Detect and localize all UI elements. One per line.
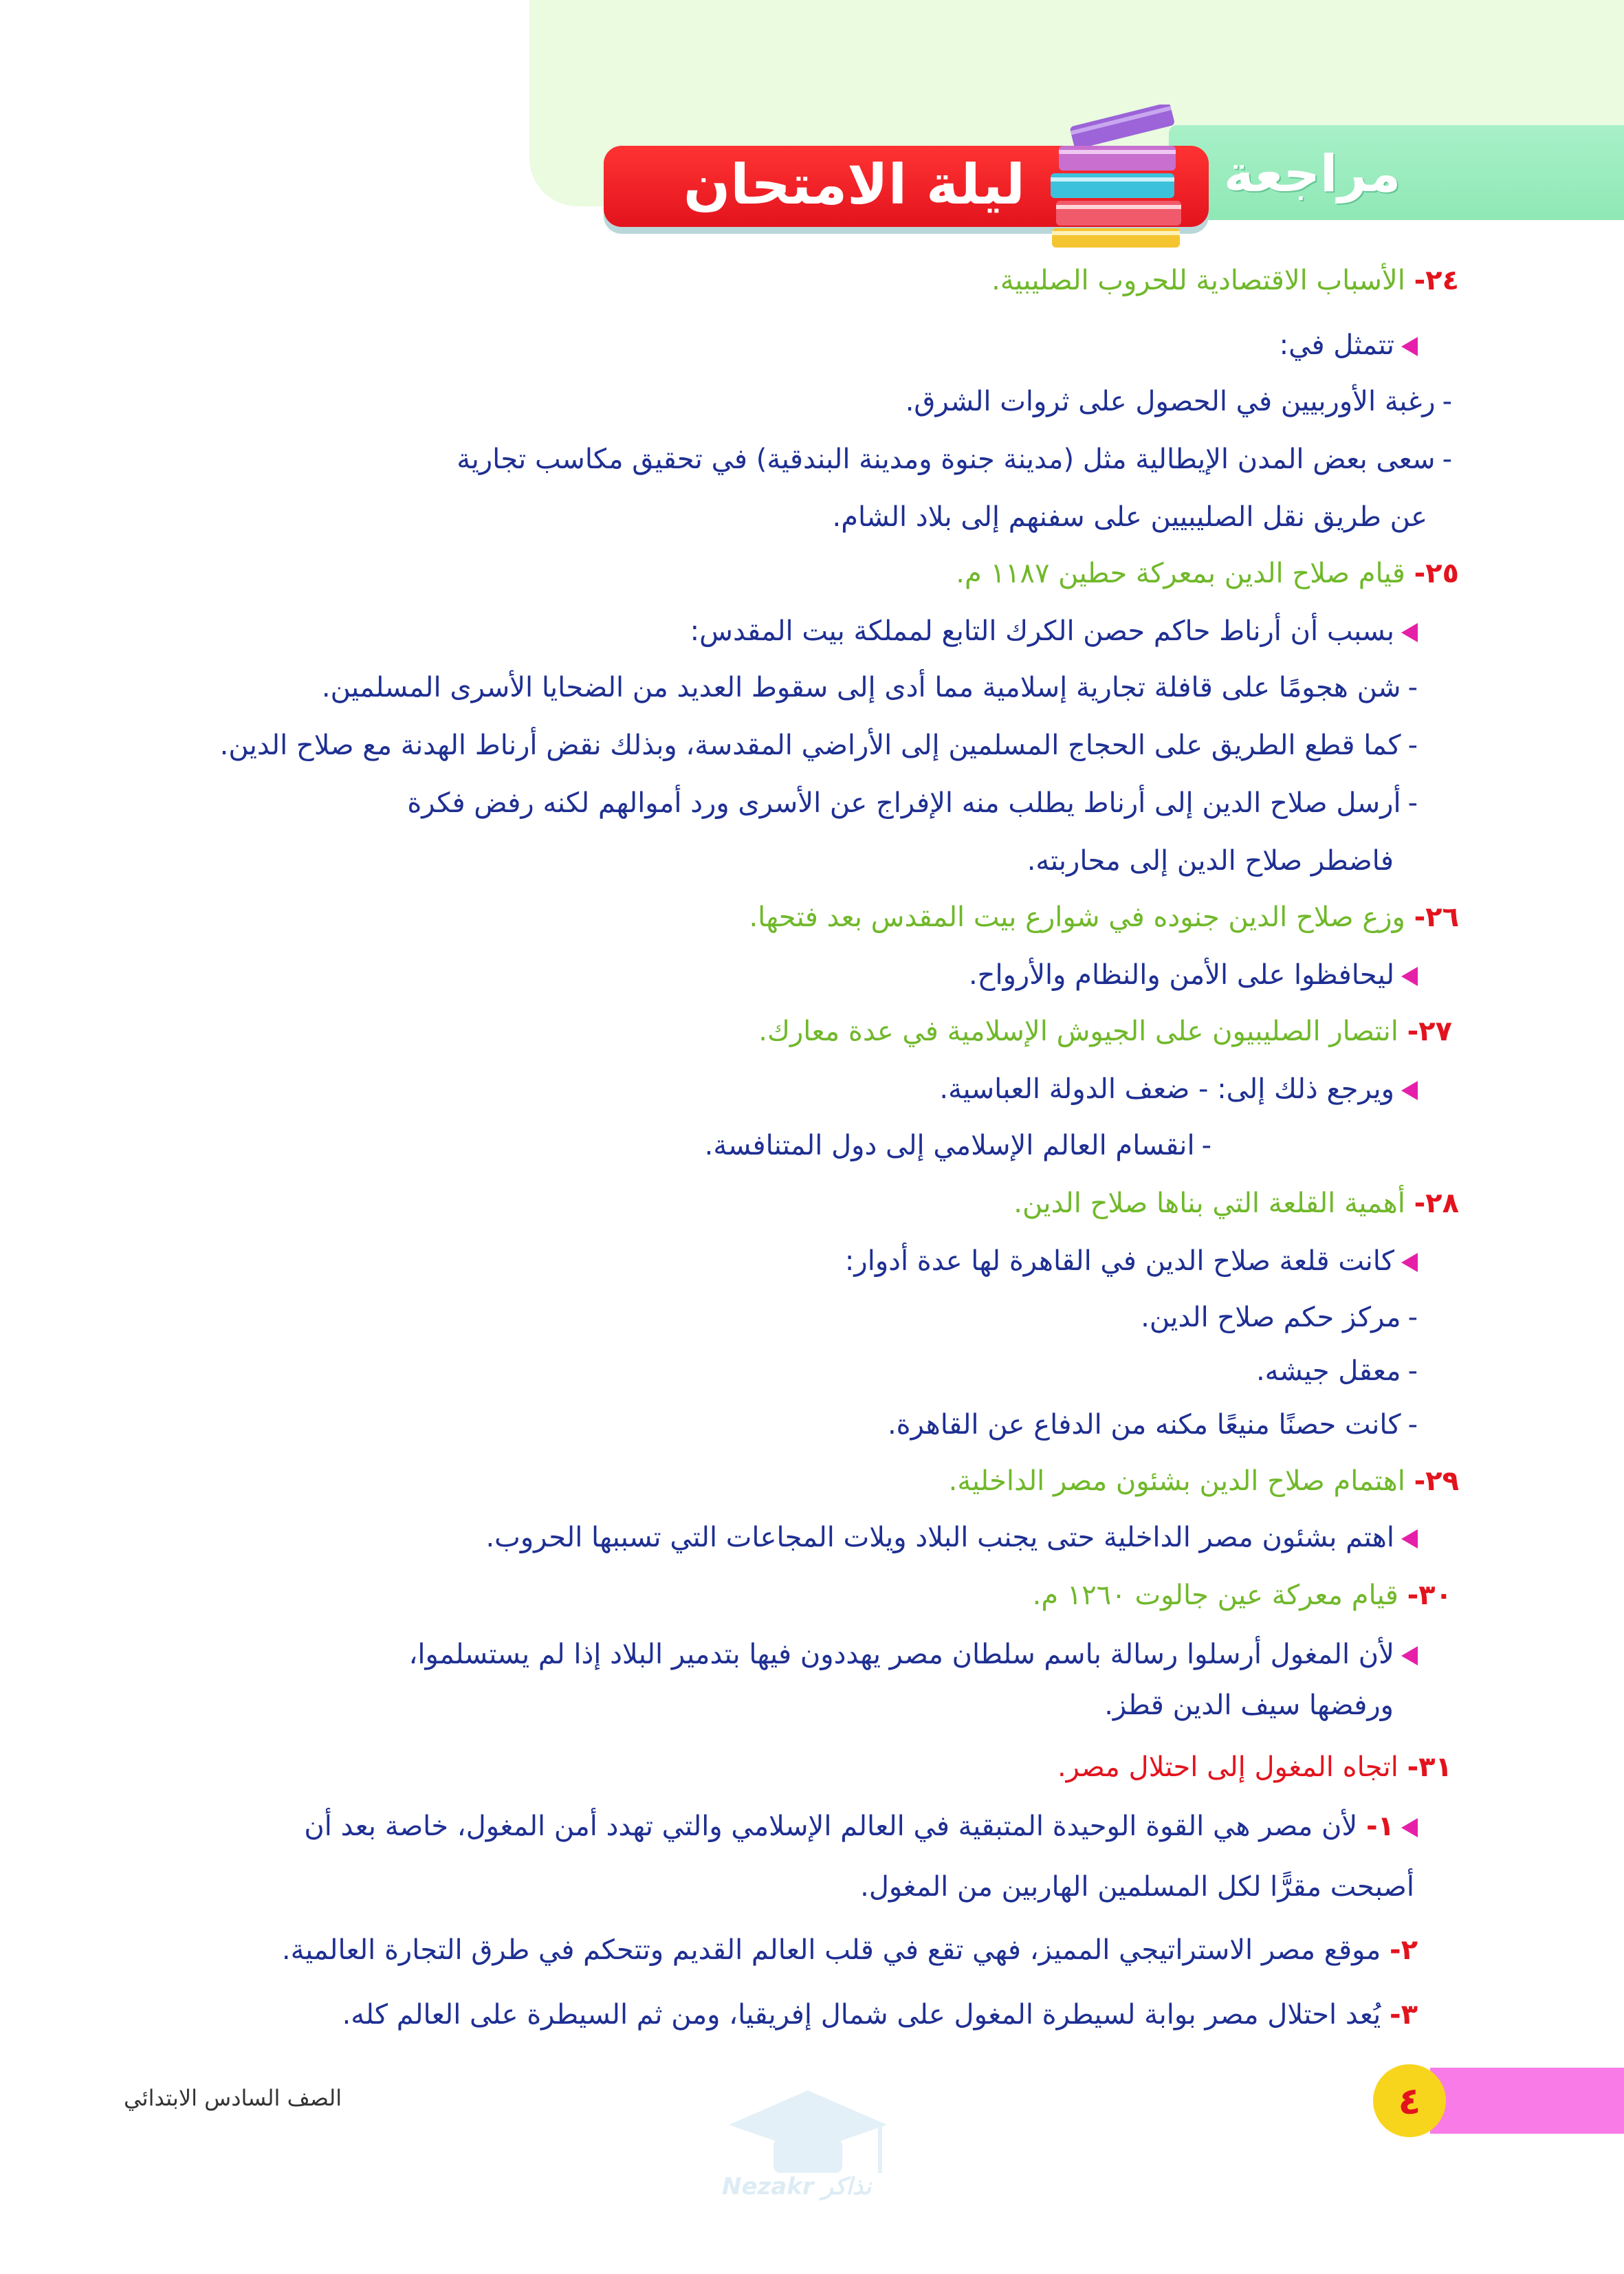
answer-text: لأن مصر هي القوة الوحيدة المتبقية في العالم الإسلامي والتي تهدد أمن المغول، خاصة بعد أن	[304, 1811, 1358, 1842]
answer-line	[845, 1240, 1418, 1282]
question-text: قيام صلاح الدين بمعركة حطين ١١٨٧ م.	[956, 558, 1405, 589]
answer-text: رغبة الأوربيين في الحصول على ثروات الشرق.	[905, 386, 1436, 417]
sub-number: ١-	[1365, 1811, 1394, 1842]
question-text: وزع صلاح الدين جنوده في شوارع بيت المقدس بعد فتحها.	[749, 901, 1405, 933]
answer-line	[888, 1404, 1418, 1445]
answer-line	[860, 1866, 1414, 1907]
answer-text: انقسام العالم الإسلامي إلى دول المتنافسة.	[704, 1130, 1195, 1161]
answer-text: ورفضها سيف الدين قطز.	[1104, 1690, 1394, 1721]
answer-text: بسبب أن أرناط حاكم حصن الكرك التابع لمملكة بيت المقدس:	[690, 615, 1394, 647]
question-number: ٢٤-	[1414, 265, 1459, 296]
question-number: ٢٧-	[1407, 1016, 1452, 1047]
question-text: قيام معركة عين جالوت ١٢٦٠ م.	[1032, 1579, 1398, 1611]
triangle-bullet-icon	[1401, 1253, 1418, 1272]
answer-text: اهتم بشئون مصر الداخلية حتى يجنب البلاد ويلات المجاعات التي تسببها الحروب.	[485, 1522, 1394, 1553]
question-number: ٢٩-	[1414, 1465, 1459, 1497]
answer-line	[906, 381, 1452, 422]
answer-line	[1256, 1351, 1418, 1392]
triangle-bullet-icon	[1401, 337, 1418, 356]
answer-text: مركز حكم صلاح الدين.	[1141, 1302, 1401, 1333]
answer-line	[1141, 1297, 1418, 1338]
triangle-bullet-icon	[1401, 1529, 1418, 1549]
triangle-bullet-icon	[1401, 1646, 1418, 1665]
answer-text: تتمثل في:	[1279, 329, 1394, 361]
question-text: انتصار الصليبيون على الجيوش الإسلامية في عدة معارك.	[758, 1016, 1398, 1047]
answer-line	[969, 954, 1418, 996]
question-25	[956, 553, 1459, 594]
answer-text: أصبحت مقرًّا لكل المسلمين الهاربين من المغول.	[860, 1871, 1414, 1903]
answer-line	[322, 667, 1418, 708]
question-number: ٢٦-	[1414, 901, 1459, 933]
answer-text: موقع مصر الاستراتيجي المميز، فهي تقع في قلب العالم القديم وتتحكم في طرق التجارة العالمية.	[281, 1934, 1381, 1966]
question-28	[1013, 1183, 1459, 1224]
question-29	[949, 1461, 1459, 1502]
answer-text: كانت قلعة صلاح الدين في القاهرة لها عدة أدوار:	[844, 1245, 1394, 1277]
question-text: اهتمام صلاح الدين بشئون مصر الداخلية.	[948, 1465, 1405, 1497]
question-31	[1057, 1747, 1452, 1788]
answer-line	[342, 1994, 1418, 2035]
answer-line	[939, 1069, 1418, 1110]
answer-text: سعى بعض المدن الإيطالية مثل (مدينة جنوة ومدينة البندقية) في تحقيق مكاسب تجارية	[457, 444, 1436, 475]
answer-text: أرسل صلاح الدين إلى أرناط يطلب منه الإفراج عن الأسرى ورد أموالهم لكنه رفض فكرة	[407, 787, 1401, 819]
question-26	[749, 897, 1459, 938]
dash-bullet: -	[1407, 1355, 1418, 1387]
triangle-bullet-icon	[1401, 623, 1418, 642]
answer-text: ويرجع ذلك إلى: - ضعف الدولة العباسية.	[939, 1073, 1394, 1105]
question-text: الأسباب الاقتصادية للحروب الصليبية.	[991, 265, 1405, 296]
answer-text: عن طريق نقل الصليبيين على سفنهم إلى بلاد الشام.	[832, 501, 1427, 533]
answer-line	[457, 439, 1452, 480]
answer-line	[485, 1517, 1418, 1558]
dash-bullet: -	[1407, 730, 1418, 761]
dash-bullet: -	[1407, 672, 1418, 703]
dash-bullet: -	[1442, 386, 1452, 417]
dash-bullet: -	[1201, 1130, 1211, 1161]
answer-line	[304, 1806, 1418, 1847]
answer-line	[282, 1929, 1418, 1971]
answer-line	[1280, 325, 1418, 366]
question-number: ٢٨-	[1414, 1188, 1459, 1219]
answer-text: فاضطر صلاح الدين إلى محاربته.	[1027, 845, 1394, 877]
triangle-bullet-icon	[1401, 967, 1418, 986]
answer-line	[1027, 840, 1394, 882]
dash-bullet: -	[1407, 787, 1418, 819]
grade-label: الصف السادس الابتدائي	[124, 2085, 342, 2111]
answer-text: يُعد احتلال مصر بوابة لسيطرة المغول على شمال إفريقيا، ومن ثم السيطرة على العالم كله.	[342, 1999, 1381, 2031]
answer-line	[705, 1125, 1211, 1166]
answer-line	[407, 783, 1418, 824]
answer-line	[690, 611, 1418, 652]
footer-bar	[1430, 2068, 1624, 2134]
question-text: اتجاه المغول إلى احتلال مصر.	[1057, 1751, 1398, 1783]
question-number: ٢٥-	[1414, 558, 1459, 589]
answer-line	[1104, 1685, 1394, 1726]
triangle-bullet-icon	[1401, 1818, 1418, 1837]
answer-line	[409, 1634, 1418, 1675]
watermark-logo-text: Nezakr نذاكر	[722, 2173, 872, 2200]
answer-text: شن هجومًا على قافلة تجارية إسلامية مما أدى إلى سقوط العديد من الضحايا الأسرى المسلمين.	[321, 672, 1401, 703]
answer-text: ليحافظوا على الأمن والنظام والأرواح.	[968, 959, 1394, 991]
question-24	[991, 260, 1459, 301]
sub-number: ٢-	[1389, 1934, 1418, 1966]
answer-line	[833, 496, 1428, 538]
answer-text: كانت حصنًا منيعًا مكنه من الدفاع عن القاهرة.	[887, 1409, 1401, 1441]
answer-text: معقل جيشه.	[1255, 1355, 1401, 1387]
question-number: ٣١-	[1407, 1751, 1452, 1783]
exam-night-title: ليلة الامتحان	[683, 153, 1025, 217]
page-number: ٤	[1373, 2064, 1446, 2137]
answer-text: كما قطع الطريق على الحجاج المسلمين إلى الأراضي المقدسة، وبذلك نقض أرناط الهدنة مع صلاح الدين.	[219, 730, 1401, 761]
dash-bullet: -	[1407, 1409, 1418, 1441]
answer-text: لأن المغول أرسلوا رسالة باسم سلطان مصر يهددون فيها بتدمير البلاد إذا لم يستسلموا،	[408, 1639, 1394, 1670]
answer-line	[220, 725, 1418, 766]
triangle-bullet-icon	[1401, 1081, 1418, 1100]
question-27	[758, 1011, 1452, 1052]
sub-number: ٣-	[1389, 1999, 1418, 2031]
dash-bullet: -	[1407, 1302, 1418, 1333]
question-text: أهمية القلعة التي بناها صلاح الدين.	[1013, 1188, 1405, 1219]
question-30	[1033, 1575, 1452, 1616]
dash-bullet: -	[1442, 444, 1452, 475]
review-title: مراجعة	[1224, 144, 1401, 204]
question-number: ٣٠-	[1407, 1579, 1452, 1611]
